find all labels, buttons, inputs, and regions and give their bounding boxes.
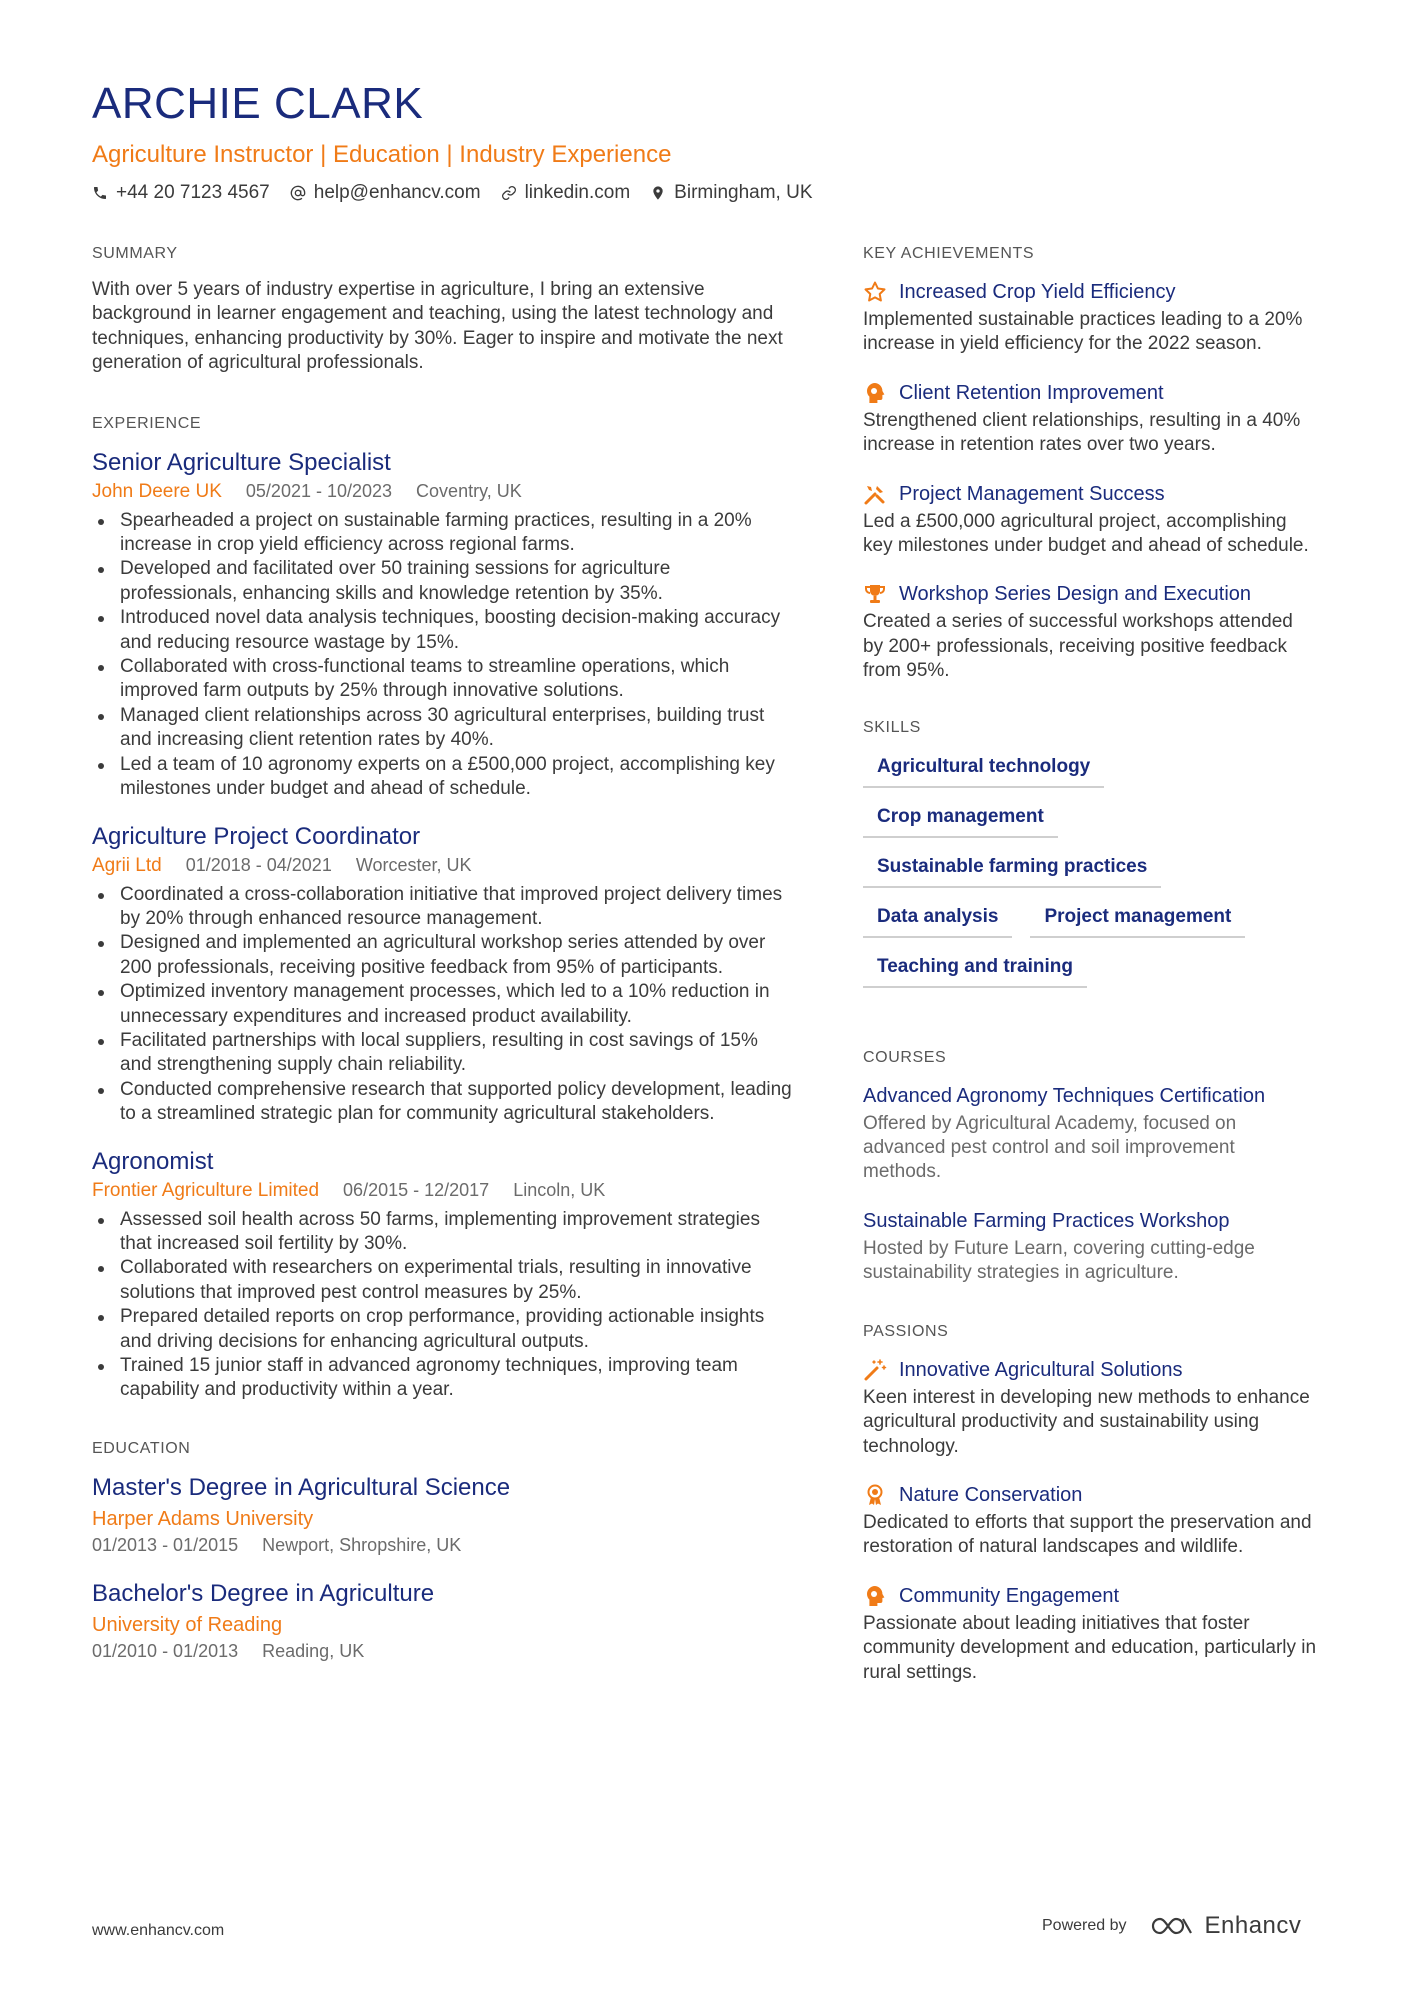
contact-linkedin[interactable] [501,180,631,206]
bullet-item: Collaborated with cross-functional teams to streamline operations, which improved farm outputs by 25% through innovative solutions. [92,655,792,704]
powered-by-text: Powered by [1042,1917,1127,1934]
skill-tag: Project management [1030,904,1245,938]
bullet-item: Facilitated partnerships with local suppliers, resulting in cost savings of 15% and strengthening supply chain reliability. [92,1029,792,1078]
passion-item [863,1481,1318,1560]
bullet-item: Trained 15 junior staff in advanced agronomy techniques, improving team capability and productivity within a year. [92,1354,792,1403]
job-title: Senior Agriculture Specialist [92,448,391,476]
summary-section [92,244,792,376]
job-meta [92,852,792,879]
achievement-item [863,379,1318,458]
email-text: help@enhancv.com [313,182,481,203]
skill-tag: Data analysis [863,904,1012,938]
education-dates: 01/2010 - 01/2013 [92,1640,239,1661]
job-location: Lincoln, UK [513,1179,606,1200]
phone-text: +44 20 7123 4567 [116,182,270,203]
bullet-item: Conducted comprehensive research that supported policy development, leading to a streamlined strategic plan for community agricultural stakeholders. [92,1078,792,1127]
bullet-item: Introduced novel data analysis techniques, boosting decision-making accuracy and reducing resource wastage by 15%. [92,606,792,655]
magic-wand-icon [863,1358,887,1382]
experience-section [92,414,792,1403]
job-meta [92,1177,792,1204]
location-pin-icon [650,185,666,201]
passion-item [863,1582,1318,1685]
achievements-section [863,244,1318,684]
footer-branding [1042,1912,1301,1940]
job-entry [92,822,792,1127]
contact-phone[interactable] [92,180,270,206]
at-icon [290,185,306,201]
passion-title: Innovative Agricultural Solutions [899,1358,1183,1381]
education-location: Newport, Shropshire, UK [262,1534,462,1555]
achievement-description: Strengthened client relationships, resulting in a 40% increase in retention rates over two years. [863,409,1301,456]
job-bullets [92,509,792,802]
passion-description: Keen interest in developing new methods to enhance agricultural productivity and sustainability using technology. [863,1386,1310,1457]
phone-icon [92,185,108,201]
achievement-description: Led a £500,000 agricultural project, accomplishing key milestones under budget and ahead of schedule. [863,510,1309,557]
section-title-summary: SUMMARY [92,245,178,262]
resume-header [92,78,1322,206]
passion-title: Nature Conservation [899,1483,1083,1506]
brand-name: Enhancv [1204,1912,1302,1939]
job-bullets [92,1208,792,1403]
company-name: John Deere UK [92,480,222,502]
tools-icon [863,482,887,506]
passion-description: Dedicated to efforts that support the preservation and restoration of natural landscapes and wildlife. [863,1511,1312,1558]
skills-section [863,718,1318,988]
footer-website[interactable]: www.enhancv.com [92,1922,225,1939]
enhancv-logo-icon [1149,1914,1195,1938]
contact-location [650,180,812,206]
bullet-item: Prepared detailed reports on crop performance, providing actionable insights and driving decisions for enhancing agricultural outputs. [92,1305,792,1354]
passion-item [863,1356,1318,1459]
company-name: Agrii Ltd [92,854,162,876]
education-section [92,1439,792,1663]
job-entry [92,1147,792,1403]
passions-section [863,1322,1318,1685]
passion-description: Passionate about leading initiatives that foster community development and education, particularly in rural settings. [863,1612,1317,1683]
education-meta [92,1639,792,1663]
award-ribbon-icon [863,1483,887,1507]
job-bullets [92,883,792,1127]
bullet-item: Assessed soil health across 50 farms, implementing improvement strategies that increased soil fertility by 30%. [92,1208,792,1257]
star-icon [863,280,887,304]
section-title-skills: SKILLS [863,718,921,736]
skill-tag: Teaching and training [863,954,1087,988]
bullet-item: Coordinated a cross-collaboration initiative that improved project delivery times by 20% through enhanced resource management. [92,883,792,932]
linkedin-text: linkedin.com [524,182,631,203]
education-dates: 01/2013 - 01/2015 [92,1534,239,1555]
company-name: Frontier Agriculture Limited [92,1179,320,1201]
bullet-item: Designed and implemented an agricultural workshop series attended by over 200 professionals, receiving positive feedback from 95% of participants. [92,931,792,980]
achievement-title: Workshop Series Design and Execution [899,583,1252,606]
skills-list [863,754,1318,988]
location-text: Birmingham, UK [674,182,813,203]
course-item [863,1207,1318,1286]
course-title: Advanced Agronomy Techniques Certification [863,1084,1266,1107]
job-location: Coventry, UK [416,480,522,501]
head-icon [863,1584,887,1608]
achievement-item [863,480,1318,559]
bullet-item: Collaborated with researchers on experimental trials, resulting in innovative solutions that improved pest control measures by 25%. [92,1256,792,1305]
right-column [863,244,1318,1723]
job-dates: 05/2021 - 10/2023 [245,480,393,501]
education-meta [92,1533,792,1557]
candidate-name: ARCHIE CLARK [92,79,424,128]
school-name: Harper Adams University [92,1507,314,1530]
achievement-description: Implemented sustainable practices leading to a 20% increase in yield efficiency for the 2022 season. [863,309,1303,355]
job-title: Agronomist [92,1147,214,1175]
passion-title: Community Engagement [899,1584,1120,1607]
candidate-headline: Agriculture Instructor | Education | Industry Experience [92,141,672,168]
section-title-courses: COURSES [863,1048,947,1066]
section-title-passions: PASSIONS [863,1322,949,1340]
section-title-education: EDUCATION [92,1439,191,1457]
bullet-item: Optimized inventory management processes, which led to a 10% reduction in unnecessary expenditures and increased product availability. [92,980,792,1029]
trophy-icon [863,582,887,606]
section-title-achievements: KEY ACHIEVEMENTS [863,245,1035,262]
job-dates: 01/2018 - 04/2021 [185,854,332,875]
section-title-experience: EXPERIENCE [92,414,202,432]
job-meta [92,478,792,505]
bullet-item: Managed client relationships across 30 agricultural enterprises, building trust and increasing client retention rates by 40%. [92,704,792,753]
job-title: Agriculture Project Coordinator [92,822,421,850]
school-name: University of Reading [92,1613,283,1636]
enhancv-logo[interactable] [1149,1912,1302,1940]
contact-row [92,180,1322,206]
skill-tag: Agricultural technology [863,754,1104,788]
course-description: Offered by Agricultural Academy, focused on advanced pest control and soil improvement methods. [863,1112,1237,1183]
bullet-item: Spearheaded a project on sustainable farming practices, resulting in a 20% increase in crop yield efficiency across regional farms. [92,509,792,558]
skill-tag: Sustainable farming practices [863,854,1161,888]
degree-title: Bachelor's Degree in Agriculture [92,1579,435,1607]
education-location: Reading, UK [262,1640,365,1661]
achievement-item [863,278,1318,357]
link-icon [501,185,517,201]
education-entry [92,1579,792,1663]
course-item [863,1082,1318,1185]
degree-title: Master's Degree in Agricultural Science [92,1473,511,1501]
bullet-item: Led a team of 10 agronomy experts on a £500,000 project, accomplishing key milestones under budget and ahead of schedule. [92,753,792,802]
course-description: Hosted by Future Learn, covering cutting-edge sustainability strategies in agriculture. [863,1237,1255,1284]
education-entry [92,1473,792,1557]
head-icon [863,381,887,405]
left-column [92,244,792,1701]
contact-email[interactable] [290,180,481,206]
bullet-item: Developed and facilitated over 50 training sessions for agriculture professionals, enhancing skills and knowledge retention by 35%. [92,557,792,606]
job-location: Worcester, UK [355,854,472,875]
achievement-title: Client Retention Improvement [899,381,1164,404]
courses-section [863,1048,1318,1286]
course-title: Sustainable Farming Practices Workshop [863,1209,1230,1232]
achievement-description: Created a series of successful workshops attended by 200+ professionals, receiving positive feedback from 95%. [863,611,1293,682]
job-entry [92,448,792,802]
job-dates: 06/2015 - 12/2017 [343,1179,490,1200]
skill-tag: Crop management [863,804,1058,838]
achievement-title: Increased Crop Yield Efficiency [899,281,1176,303]
achievement-item [863,580,1318,683]
summary-text: With over 5 years of industry expertise in agriculture, I bring an extensive background in learner engagement and teaching, using the latest technology and techniques, enhancing productivity by 30%. Eager to inspire and motivate the next generation of agricultural professionals. [92,279,783,374]
achievement-title: Project Management Success [899,482,1165,505]
